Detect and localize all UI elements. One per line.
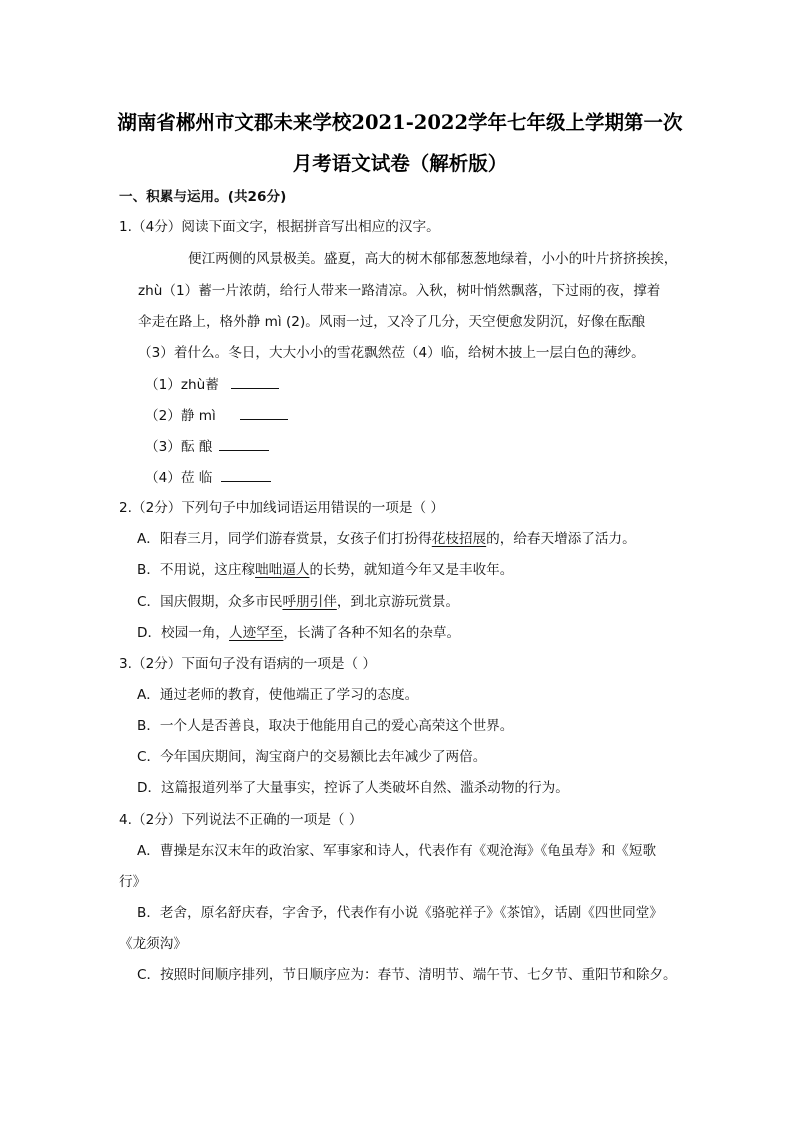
- exam-title-line-1: 湖南省郴州市文郡未来学校2021-2022学年七年级上学期第一次: [117, 111, 683, 134]
- question-2-option-d: [137, 624, 460, 642]
- question-4-option-c: C．按照时间顺序排列，节日顺序应为：春节、清明节、端午节、七夕节、重阳节和除夕。: [137, 967, 677, 983]
- underlined-term: 咄咄逼人: [255, 562, 310, 578]
- option-text: ，长满了各种不知名的杂草。: [283, 625, 461, 641]
- section-heading: 一、积累与运用。(共26分): [119, 189, 287, 205]
- question-3-option-c: C．今年国庆期间，淘宝商户的交易额比去年减少了两倍。: [137, 749, 487, 765]
- passage-line-1: 便江两侧的风景极美。盛夏，高大的树木郁郁葱葱地绿着，小小的叶片挤挤挨挨，: [188, 251, 678, 267]
- question-2-stem: 2.（2分）下列句子中加线词语运用错误的一项是（ ）: [119, 500, 445, 516]
- answer-blank-3[interactable]: [219, 437, 269, 451]
- answer-row-3: [145, 437, 269, 456]
- question-3-option-d: D．这篇报道列举了大量事实，控诉了人类破坏自然、滥杀动物的行为。: [137, 780, 569, 796]
- option-text: A．阳春三月，同学们游春赏景，女孩子们打扮得: [137, 531, 432, 547]
- question-4-option-b-line-1: B．老舍，原名舒庆春，字舍予，代表作有小说《骆驼祥子》《茶馆》，话剧《四世同堂》: [137, 905, 663, 921]
- answer-row-4: [145, 468, 271, 487]
- answer-label-3: （3）酝 酿: [145, 439, 213, 455]
- answer-row-2: [145, 406, 288, 425]
- question-3-stem: 3.（2分）下面句子没有语病的一项是（ ）: [119, 656, 377, 672]
- question-1-stem: 1.（4分）阅读下面文字，根据拼音写出相应的汉字。: [119, 219, 440, 235]
- answer-blank-2[interactable]: [240, 406, 288, 420]
- option-text: D．校园一角，: [137, 625, 230, 641]
- option-text: ，到北京游玩赏景。: [336, 594, 460, 610]
- question-4-option-b-line-2: 《龙须沟》: [119, 936, 187, 952]
- passage-line-2: zhù（1）蓄一片浓荫，给行人带来一路清凉。入秋，树叶悄然飘落，下过雨的夜，撑着: [138, 283, 661, 299]
- answer-row-1: [145, 375, 279, 394]
- option-text: C．国庆假期，众多市民: [137, 594, 283, 610]
- answer-label-2: （2）静 mì: [145, 408, 216, 424]
- passage-line-4: （3）着什么。冬日，大大小小的雪花飘然莅（4）临，给树木披上一层白色的薄纱。: [138, 345, 645, 361]
- underlined-term: 花枝招展: [431, 531, 487, 547]
- option-text: 的长势，就知道今年又是丰收年。: [309, 562, 514, 578]
- question-2-option-a: [137, 530, 636, 548]
- option-text: 的，给春天增添了活力。: [486, 531, 636, 547]
- underlined-term: 人迹罕至: [229, 625, 284, 641]
- passage-line-3: 伞走在路上，格外静 mì (2)。风雨一过，又冷了几分，天空便愈发阴沉，好像在酝酿: [138, 314, 646, 330]
- answer-blank-1[interactable]: [231, 375, 279, 389]
- answer-blank-4[interactable]: [221, 468, 271, 482]
- answer-label-4: （4）莅 临: [145, 470, 213, 486]
- answer-label-1: （1）zhù蓄: [145, 377, 219, 393]
- question-4-option-a-line-2: 行》: [119, 874, 147, 890]
- question-4-stem: 4.（2分）下列说法不正确的一项是（ ）: [119, 812, 363, 828]
- question-2-option-c: [137, 593, 459, 611]
- underlined-term: 呼朋引伴: [282, 594, 337, 610]
- question-2-option-b: [137, 561, 513, 579]
- exam-title-line-2: 月考语文试卷（解析版）: [292, 152, 508, 175]
- question-4-option-a-line-1: A．曹操是东汉末年的政治家、军事家和诗人，代表作有《观沧海》《龟虽寿》和《短歌: [137, 843, 657, 859]
- question-3-option-a: A．通过老师的教育，使他端正了学习的态度。: [137, 687, 419, 703]
- option-text: B．不用说，这庄稼: [137, 562, 256, 578]
- question-3-option-b: B．一个人是否善良，取决于他能用自己的爱心高荣这个世界。: [137, 718, 514, 734]
